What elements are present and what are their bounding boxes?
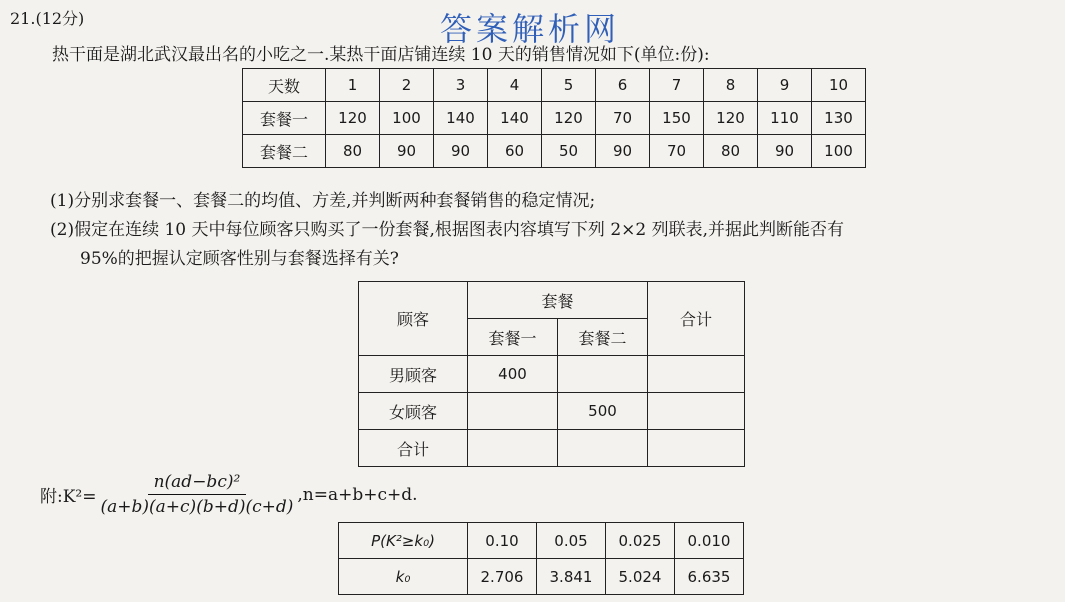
table-cell: 120 [326, 102, 380, 135]
question-2-line2: 95%的把握认定顾客性别与套餐选择有关? [80, 249, 399, 269]
header-cell: 9 [758, 69, 812, 102]
k-value-cell: 6.635 [675, 559, 744, 595]
sales-table [242, 68, 866, 168]
watermark: 答案解析网 [440, 10, 621, 48]
table-cell: 100 [380, 102, 434, 135]
table-cell: 150 [650, 102, 704, 135]
header-cell: 5 [542, 69, 596, 102]
k-value-cell: 3.841 [537, 559, 606, 595]
p-value-cell: 0.05 [537, 523, 606, 559]
header-cell: 7 [650, 69, 704, 102]
table-cell: 90 [434, 135, 488, 168]
table-cell: 70 [596, 102, 650, 135]
total-header: 合计 [648, 282, 745, 356]
contingency-row-female [359, 393, 745, 430]
meal1-header: 套餐一 [468, 319, 558, 356]
header-cell: 2 [380, 69, 434, 102]
p-value-cell: 0.025 [606, 523, 675, 559]
female-meal1-cell [468, 393, 558, 430]
total-label: 合计 [359, 430, 468, 467]
k-value-cell: 2.706 [468, 559, 537, 595]
female-total-cell [648, 393, 745, 430]
header-cell: 3 [434, 69, 488, 102]
contingency-header-row1 [359, 282, 745, 319]
sales-header-row [243, 69, 866, 102]
grand-total-cell [648, 430, 745, 467]
question-1: (1)分别求套餐一、套餐二的均值、方差,并判断两种套餐销售的稳定情况; [50, 191, 596, 211]
male-label: 男顾客 [359, 356, 468, 393]
header-cell: 4 [488, 69, 542, 102]
table-cell: 140 [434, 102, 488, 135]
total-meal2-cell [558, 430, 648, 467]
header-cell: 1 [326, 69, 380, 102]
sales-row-meal2 [243, 135, 866, 168]
formula-suffix: ,n=a+b+c+d. [297, 484, 418, 505]
row-label: 套餐一 [243, 102, 326, 135]
table-cell: 80 [704, 135, 758, 168]
problem-number: 21.(12分) [10, 9, 85, 28]
formula-denominator: (a+b)(a+c)(b+d)(c+d) [100, 497, 294, 517]
table-cell: 50 [542, 135, 596, 168]
contingency-table [358, 281, 745, 467]
male-total-cell [648, 356, 745, 393]
table-cell: 80 [326, 135, 380, 168]
table-cell: 120 [542, 102, 596, 135]
k-label: k₀ [339, 559, 468, 595]
contingency-row-total [359, 430, 745, 467]
p-label: P(K²≥k₀) [339, 523, 468, 559]
table-cell: 90 [380, 135, 434, 168]
table-cell: 120 [704, 102, 758, 135]
critical-value-table [338, 522, 744, 595]
critical-row-k [339, 559, 744, 595]
contingency-row-male [359, 356, 745, 393]
table-cell: 140 [488, 102, 542, 135]
formula-numerator: n(ad−bc)² [148, 472, 247, 495]
female-label: 女顾客 [359, 393, 468, 430]
header-cell: 6 [596, 69, 650, 102]
meal2-header: 套餐二 [558, 319, 648, 356]
female-meal2-cell: 500 [558, 393, 648, 430]
p-value-cell: 0.10 [468, 523, 537, 559]
question-2-line1: (2)假定在连续 10 天中每位顾客只购买了一份套餐,根据图表内容填写下列 2×2 列联表,并据此判断能否有 [50, 220, 845, 240]
formula-prefix: 附:K²= [40, 487, 97, 507]
critical-row-p [339, 523, 744, 559]
header-cell: 天数 [243, 69, 326, 102]
header-cell: 8 [704, 69, 758, 102]
sales-row-meal1 [243, 102, 866, 135]
meal-header: 套餐 [468, 282, 648, 319]
table-cell: 110 [758, 102, 812, 135]
p-value-cell: 0.010 [675, 523, 744, 559]
table-cell: 90 [758, 135, 812, 168]
table-cell: 60 [488, 135, 542, 168]
customer-header: 顾客 [359, 282, 468, 356]
total-meal1-cell [468, 430, 558, 467]
problem-intro: 热干面是湖北武汉最出名的小吃之一.某热干面店铺连续 10 天的销售情况如下(单位:份): [52, 45, 710, 65]
header-cell: 10 [812, 69, 866, 102]
table-cell: 90 [596, 135, 650, 168]
k-value-cell: 5.024 [606, 559, 675, 595]
male-meal1-cell: 400 [468, 356, 558, 393]
table-cell: 70 [650, 135, 704, 168]
row-label: 套餐二 [243, 135, 326, 168]
formula-fraction [101, 472, 294, 517]
table-cell: 100 [812, 135, 866, 168]
table-cell: 130 [812, 102, 866, 135]
formula [40, 472, 418, 517]
male-meal2-cell [558, 356, 648, 393]
